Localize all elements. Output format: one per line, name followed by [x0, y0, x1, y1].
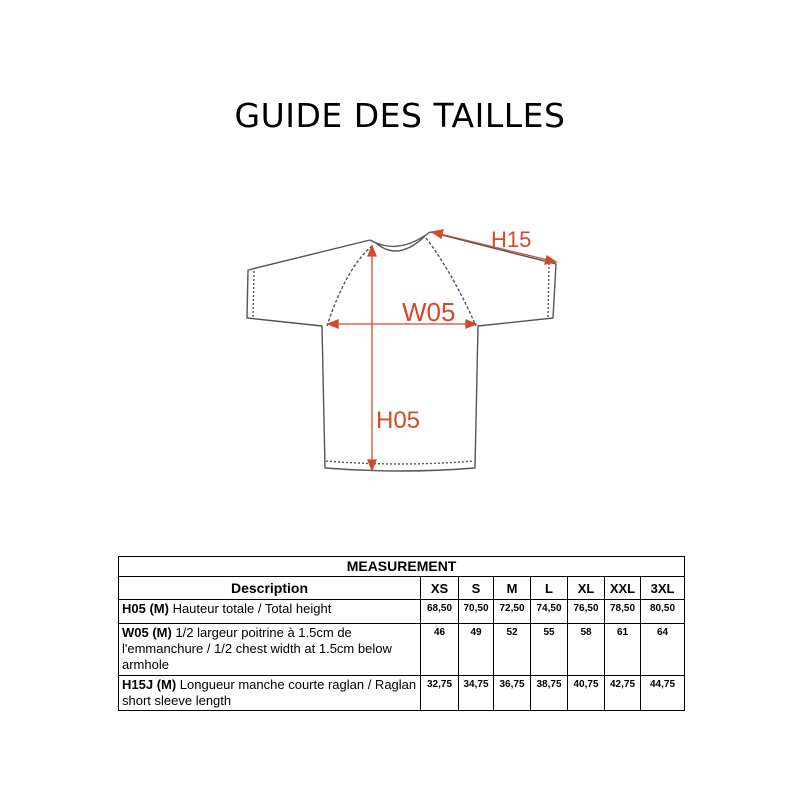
table-cell: 55 — [531, 624, 568, 676]
description-header: Description — [119, 577, 421, 600]
row-text: Hauteur totale / Total height — [168, 601, 332, 616]
row-text: 1/2 largeur poitrine à 1.5cm de l'emmanchure / 1/2 chest width at 1.5cm below armhole — [122, 625, 392, 672]
table-cell: 46 — [421, 624, 459, 676]
size-table — [118, 556, 685, 711]
size-table-wrapper — [118, 556, 684, 711]
table-row — [119, 600, 685, 624]
table-cell: 52 — [494, 624, 531, 676]
table-cell: 44,75 — [641, 676, 685, 711]
h05-label: H05 — [376, 407, 421, 434]
table-cell: 34,75 — [459, 676, 494, 711]
table-row — [119, 624, 685, 676]
h15-label: H15 — [491, 227, 532, 252]
table-cell: 76,50 — [568, 600, 605, 624]
row-code: W05 (M) — [122, 625, 172, 640]
size-header: S — [459, 577, 494, 600]
table-cell: 78,50 — [605, 600, 641, 624]
row-description — [119, 676, 421, 711]
table-cell: 80,50 — [641, 600, 685, 624]
row-code: H15J (M) — [122, 677, 177, 692]
row-code: H05 (M) — [122, 601, 169, 616]
table-row — [119, 676, 685, 711]
table-cell: 36,75 — [494, 676, 531, 711]
table-cell: 64 — [641, 624, 685, 676]
table-cell: 74,50 — [531, 600, 568, 624]
table-cell: 42,75 — [605, 676, 641, 711]
size-header: 3XL — [641, 577, 685, 600]
table-cell: 40,75 — [568, 676, 605, 711]
size-header: XXL — [605, 577, 641, 600]
table-caption-row — [119, 557, 685, 577]
table-caption: MEASUREMENT — [119, 557, 685, 577]
size-header: L — [531, 577, 568, 600]
size-header: XL — [568, 577, 605, 600]
table-cell: 72,50 — [494, 600, 531, 624]
table-cell: 49 — [459, 624, 494, 676]
tshirt-outline — [247, 232, 556, 471]
page-title: GUIDE DES TAILLES — [234, 96, 566, 135]
row-text: Longueur manche courte raglan / Raglan short sleeve length — [122, 677, 417, 708]
dimension-lines — [328, 230, 556, 470]
table-header-row — [119, 577, 685, 600]
table-cell: 32,75 — [421, 676, 459, 711]
size-header: XS — [421, 577, 459, 600]
table-cell: 68,50 — [421, 600, 459, 624]
table-cell: 70,50 — [459, 600, 494, 624]
row-description — [119, 624, 421, 676]
table-cell: 61 — [605, 624, 641, 676]
table-cell: 38,75 — [531, 676, 568, 711]
size-header: M — [494, 577, 531, 600]
table-cell: 58 — [568, 624, 605, 676]
w05-label: W05 — [402, 297, 456, 327]
row-description — [119, 600, 421, 624]
